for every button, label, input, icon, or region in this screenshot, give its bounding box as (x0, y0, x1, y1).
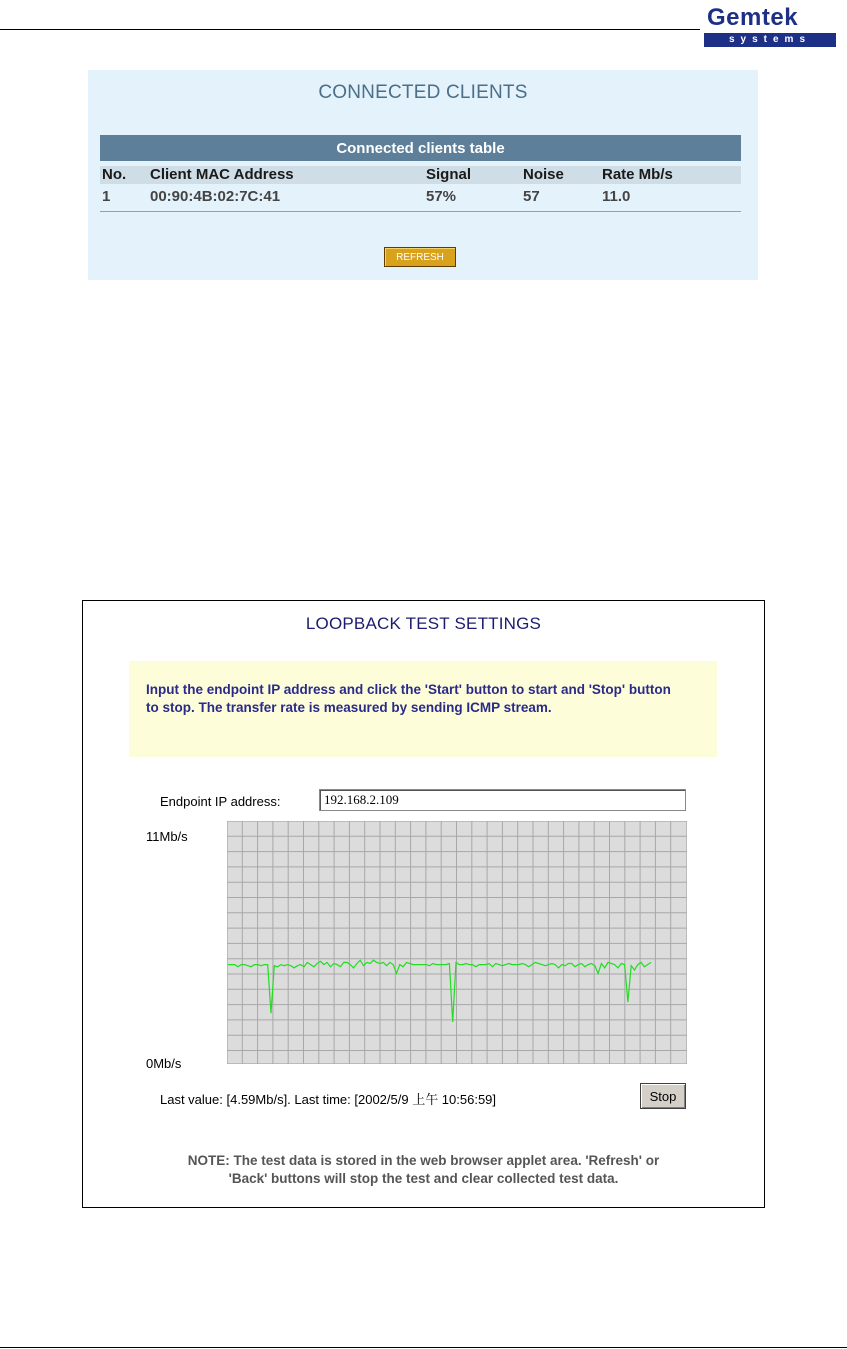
clients-table-caption: Connected clients table (100, 135, 741, 161)
header-divider (0, 29, 700, 30)
clients-table-header (100, 166, 741, 184)
loopback-title: LOOPBACK TEST SETTINGS (305, 614, 542, 633)
refresh-button[interactable]: REFRESH (384, 247, 456, 267)
col-header-signal: Signal (426, 166, 472, 183)
y-axis-min-label: 0Mb/s (146, 1056, 182, 1071)
col-header-noise: Noise (523, 166, 564, 183)
cell-rate: 11.0 (602, 188, 631, 205)
note-line-1: NOTE: The test data is stored in the web browser applet area. 'Refresh' or (187, 1153, 660, 1168)
cell-noise: 57 (523, 188, 540, 205)
note-text (83, 1152, 764, 1188)
y-axis-max-label: 11Mb/s (146, 829, 188, 844)
logo-subtitle: systems (704, 33, 836, 47)
gemtek-logo (704, 5, 836, 45)
instructions-box (129, 661, 717, 757)
cell-signal: 57% (426, 188, 457, 205)
connected-clients-title: CONNECTED CLIENTS (318, 82, 528, 103)
loopback-test-panel (82, 600, 765, 1208)
logo-wordmark: Gemtek (707, 4, 799, 31)
instructions-text: Input the endpoint IP address and click the 'Start' button to start and 'Stop' button to stop. The transfer rate is measured by sending ICMP stream. (146, 682, 671, 715)
connected-clients-panel (88, 70, 758, 280)
endpoint-ip-label: Endpoint IP address: (160, 794, 281, 809)
footer-divider (0, 1347, 847, 1348)
col-header-rate: Rate Mb/s (602, 166, 673, 183)
cell-mac: 00:90:4B:02:7C:41 (150, 188, 281, 205)
stop-button[interactable]: Stop (640, 1083, 686, 1109)
col-header-no: No. (102, 166, 127, 183)
endpoint-ip-input[interactable] (319, 789, 686, 811)
cell-no: 1 (102, 188, 111, 205)
table-row (100, 186, 741, 212)
note-line-2: 'Back' buttons will stop the test and clear collected test data. (228, 1171, 619, 1186)
last-value-readout: Last value: [4.59Mb/s]. Last time: [2002/5/9 上午 10:56:59] (160, 1092, 497, 1107)
transfer-rate-chart (227, 821, 687, 1064)
col-header-mac: Client MAC Address (150, 166, 294, 183)
